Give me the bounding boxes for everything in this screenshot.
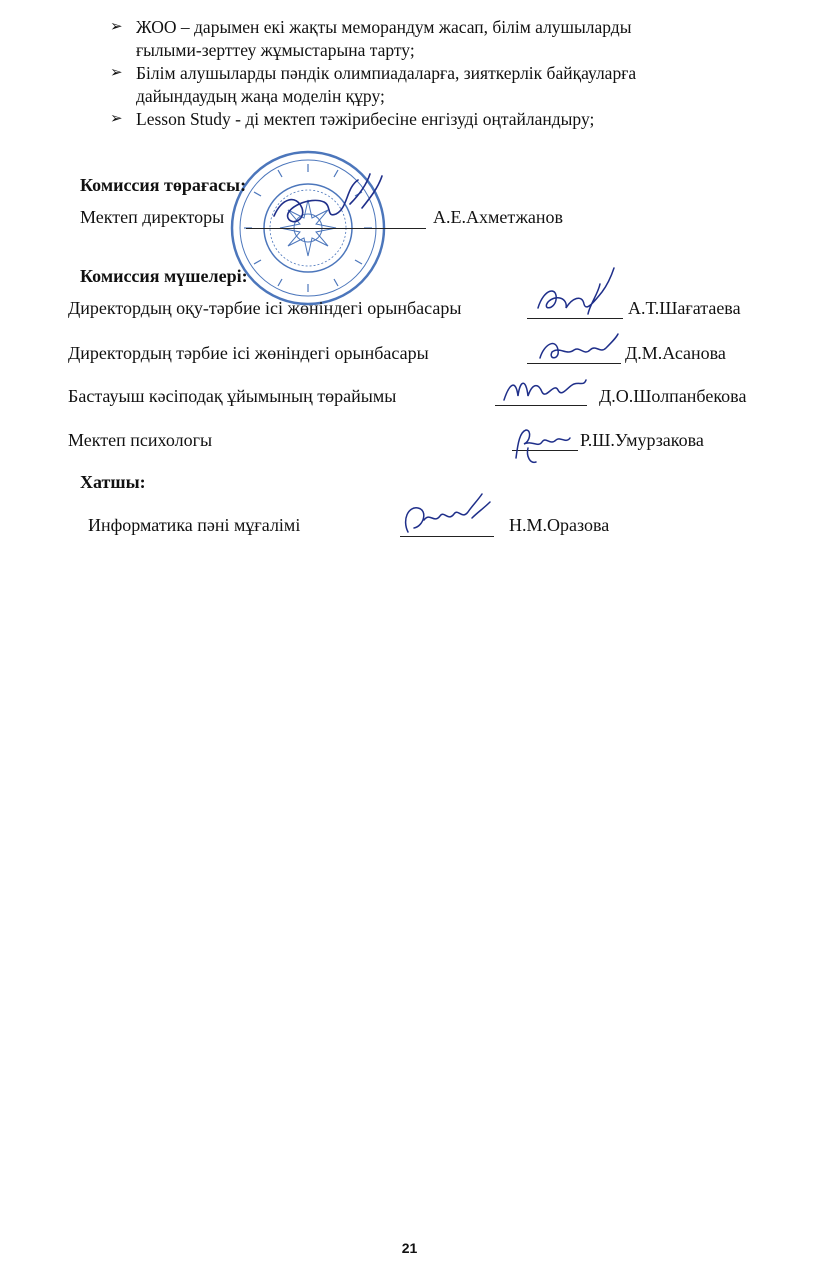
member-name: А.Т.Шағатаева bbox=[628, 298, 741, 318]
arrow-bullet-icon: ➢ bbox=[110, 65, 123, 81]
chair-role: Мектеп директоры bbox=[80, 207, 225, 227]
member-name: Р.Ш.Умурзакова bbox=[580, 430, 704, 450]
members-heading: Комиссия мүшелері: bbox=[80, 266, 248, 286]
arrow-bullet-icon: ➢ bbox=[110, 111, 123, 127]
director-signature-icon bbox=[262, 168, 392, 238]
member-signature-icon bbox=[508, 418, 578, 468]
member-signature-icon bbox=[498, 370, 590, 408]
member-role: Бастауыш кәсіподақ ұйымының төрайымы bbox=[68, 386, 397, 406]
member-signature-icon bbox=[534, 330, 622, 366]
bullet-line: дайындаудың жаңа моделін құру; bbox=[136, 86, 385, 106]
bullet-list bbox=[108, 16, 788, 131]
bullet-line: Білім алушыларды пәндік олимпиадаларға, зияткерлік байқауларға bbox=[136, 63, 637, 83]
secretary-heading: Хатшы: bbox=[80, 472, 146, 492]
bullet-line: ғылыми-зерттеу жұмыстарына тарту; bbox=[136, 40, 415, 60]
bullet-line: Lesson Study - ді мектеп тәжірибесіне енгізуді оңтайландыру; bbox=[136, 109, 595, 129]
member-role: Директордың оқу-тәрбие ісі жөніндегі орынбасары bbox=[68, 298, 462, 318]
bullet-item bbox=[108, 62, 788, 108]
secretary-signature-icon bbox=[398, 490, 498, 544]
chair-name: А.Е.Ахметжанов bbox=[433, 207, 564, 227]
bullet-item bbox=[108, 16, 788, 62]
member-name: Д.О.Шолпанбекова bbox=[599, 386, 747, 406]
arrow-bullet-icon: ➢ bbox=[110, 19, 123, 35]
member-role: Мектеп психологы bbox=[68, 430, 213, 450]
page-number: 21 bbox=[401, 1240, 418, 1256]
secretary-role: Информатика пәні мұғалімі bbox=[88, 515, 301, 535]
member-role: Директордың тәрбие ісі жөніндегі орынбасары bbox=[68, 343, 429, 363]
secretary-name: Н.М.Оразова bbox=[509, 515, 610, 535]
member-signature-icon bbox=[528, 264, 620, 324]
member-name: Д.М.Асанова bbox=[625, 343, 726, 363]
bullet-item bbox=[108, 108, 788, 131]
chair-heading: Комиссия төрағасы: bbox=[80, 175, 247, 195]
bullet-line: ЖОО – дарымен екі жақты меморандум жасап, білім алушыларды bbox=[136, 17, 632, 37]
